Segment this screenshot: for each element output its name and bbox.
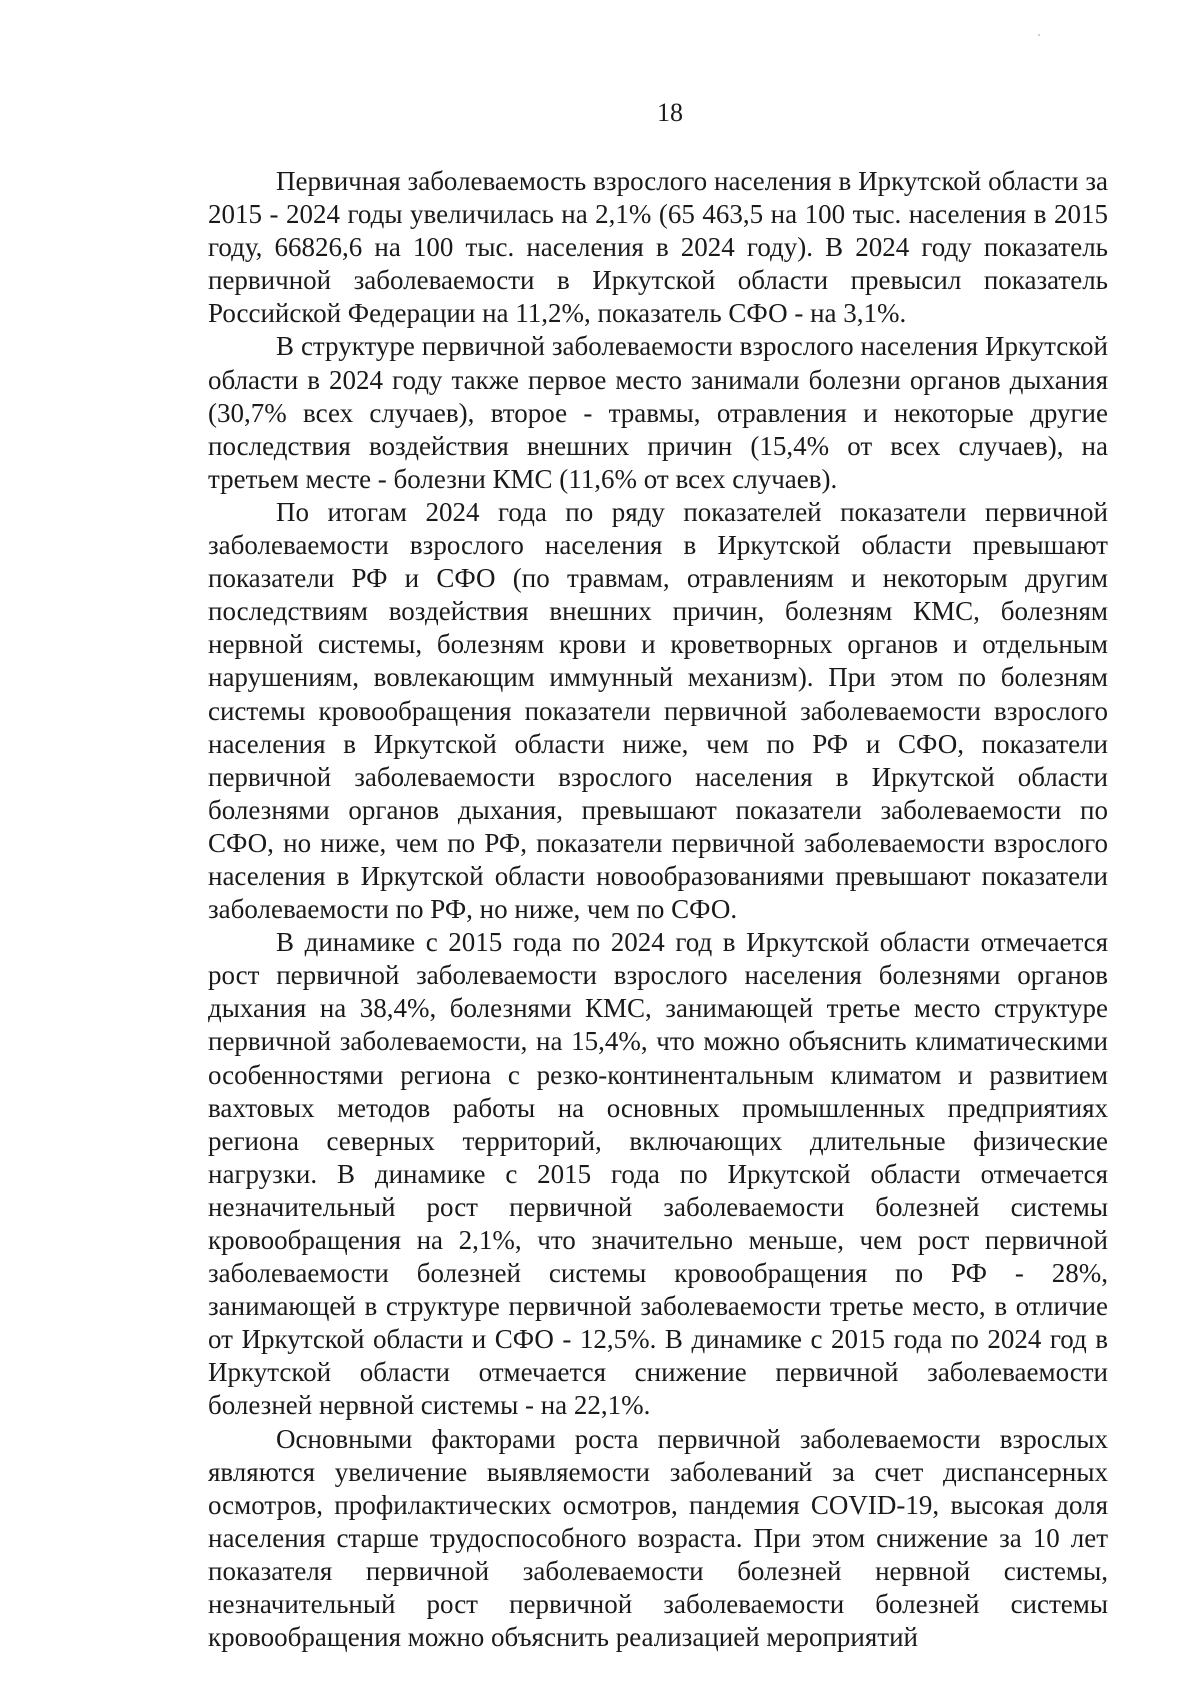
paragraph-dynamics-2015-2024: В динамике с 2015 года по 2024 год в Иркутской области отмечается рост первичной заболеваемости взрослого населения болезнями органов дыхания на 38,4%, болезнями КМС, занимающей третье место структуре первичной заболеваемости, на 15,4%, что можно объяснить климатическими особенностями региона с резко-континентальным климатом и развитием вахтовых методов работы на основных промышленных предприятиях региона северных территорий, включающих длительные физические нагрузки. В динамике с 2015 года по Иркутской области отмечается незначительный рост первичной заболеваемости болезней системы кровообращения на 2,1%, что значительно меньше, чем рост первичной заболеваемости болезней системы кровообращения по РФ - 28%, занимающей в структуре первичной заболеваемости третье место, в отличие от Иркутской области и СФО - 12,5%. В динамике с 2015 года по 2024 год в Иркутской области отмечается снижение первичной заболеваемости болезней нервной системы - на 22,1%. — [208, 927, 1108, 1421]
paragraph-growth-factors: Основными факторами роста первичной заболеваемости взрослых являются увеличение выявляемости заболеваний за счет диспансерных осмотров, профилактических осмотров, пандемия COVID-19, высокая доля населения старше трудоспособного возраста. При этом снижение за 10 лет показателя первичной заболеваемости болезней нервной системы, незначительный рост первичной заболеваемости болезней системы кровообращения можно объяснить реализацией мероприятий — [208, 1423, 1108, 1653]
paragraph-2024-results: По итогам 2024 года по ряду показателей показатели первичной заболеваемости взрослого населения в Иркутской области превышают показатели РФ и СФО (по травмам, отравлениям и некоторым другим последствиям воздействия внешних причин, болезням КМС, болезням нервной системы, болезням крови и кроветворных органов и отдельным нарушениям, вовлекающим иммунный механизм). При этом по болезням системы кровообращения показатели первичной заболеваемости взрослого населения в Иркутской области ниже, чем по РФ и СФО, показатели первичной заболеваемости взрослого населения в Иркутской области болезнями органов дыхания, превышают показатели заболеваемости по СФО, но ниже, чем по РФ, показатели первичной заболеваемости взрослого населения в Иркутской области новообразованиями превышают показатели заболеваемости по РФ, но ниже, чем по СФО. — [208, 496, 1108, 925]
document-body — [208, 165, 1108, 1654]
paragraph-morbidity-structure: В структуре первичной заболеваемости взрослого населения Иркутской области в 2024 году также первое место занимали болезни органов дыхания (30,7% всех случаев), второе - травмы, отравления и некоторые другие последствия воздействия внешних причин (15,4% от всех случаев), на третьем месте - болезни КМС (11,6% от всех случаев). — [208, 331, 1108, 494]
paragraph-primary-morbidity-overview: Первичная заболеваемость взрослого населения в Иркутской области за 2015 - 2024 годы увеличилась на 2,1% (65 463,5 на 100 тыс. населения в 2015 году, 66826,6 на 100 тыс. населения в 2024 году). В 2024 году показатель первичной заболеваемости в Иркутской области превысил показатель Российской Федерации на 11,2%, показатель СФО - на 3,1%. — [208, 166, 1108, 329]
page-number: 18 — [657, 98, 683, 127]
scan-speck — [1038, 34, 1040, 36]
